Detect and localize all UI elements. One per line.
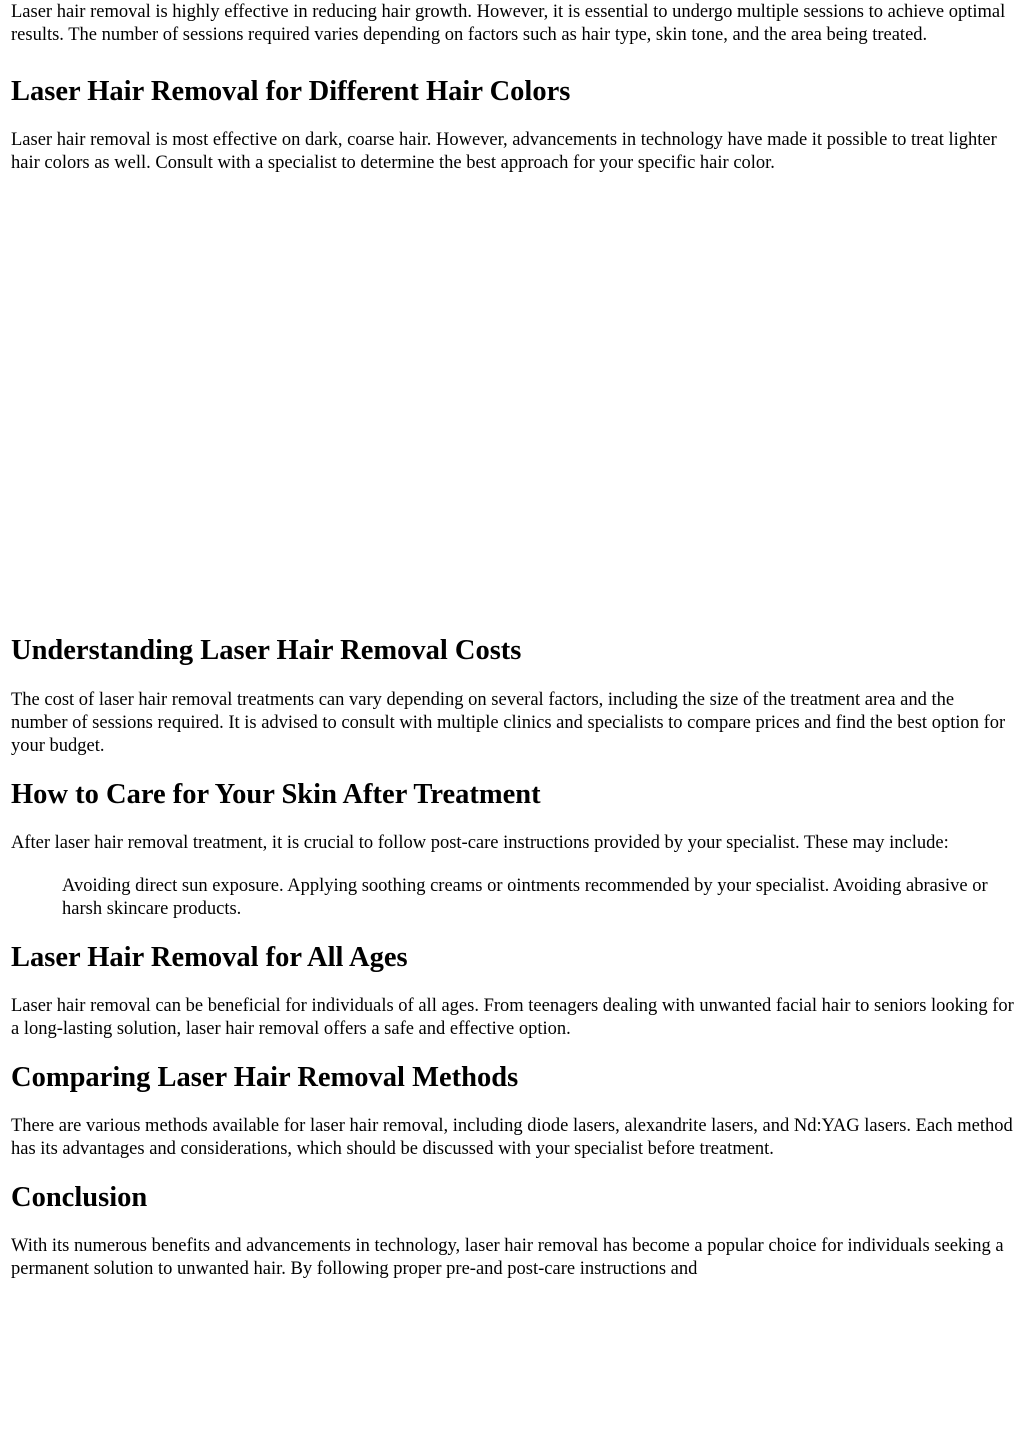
methods-paragraph: There are various methods available for laser hair removal, including diode lasers, alexandrite lasers, and Nd:YAG lasers. Each method has its advantages and considerations, which should be discussed with your specialist before treatment. xyxy=(11,1116,1013,1159)
intro-paragraph: Laser hair removal is highly effective in reducing hair growth. However, it is essential to undergo multiple sessions to achieve optimal results. The number of sessions required varies depending on factors such as hair type, skin tone, and the area being treated. xyxy=(11,2,1006,45)
methods-heading: Comparing Laser Hair Removal Methods xyxy=(11,1062,519,1093)
hair-colors-paragraph: Laser hair removal is most effective on dark, coarse hair. However, advancements in technology have made it possible to treat lighter hair colors as well. Consult with a specialist to determine the best approach for your specific hair color. xyxy=(11,130,997,173)
costs-heading: Understanding Laser Hair Removal Costs xyxy=(11,635,522,666)
hair-colors-heading: Laser Hair Removal for Different Hair Colors xyxy=(11,76,571,107)
care-paragraph: After laser hair removal treatment, it is crucial to follow post-care instructions provided by your specialist. These may include: xyxy=(11,833,949,853)
care-instructions-list: Avoiding direct sun exposure. Applying soothing creams or ointments recommended by your specialist. Avoiding abrasive or harsh skincare products. xyxy=(62,876,988,919)
care-heading: How to Care for Your Skin After Treatment xyxy=(11,779,541,810)
ages-heading: Laser Hair Removal for All Ages xyxy=(11,942,408,973)
article-body xyxy=(11,0,1015,1281)
conclusion-heading: Conclusion xyxy=(11,1182,148,1213)
conclusion-paragraph: With its numerous benefits and advancements in technology, laser hair removal has become a popular choice for individuals seeking a permanent solution to unwanted hair. By following proper pre-and post-care instructions and xyxy=(11,1236,1004,1279)
blank-media-area xyxy=(11,175,1015,614)
ages-paragraph: Laser hair removal can be beneficial for individuals of all ages. From teenagers dealing with unwanted facial hair to seniors looking for a long-lasting solution, laser hair removal offers a safe and effective option. xyxy=(11,996,1014,1039)
costs-paragraph: The cost of laser hair removal treatments can vary depending on several factors, including the size of the treatment area and the number of sessions required. It is advised to consult with multiple clinics and specialists to compare prices and find the best option for your budget. xyxy=(11,690,1006,756)
